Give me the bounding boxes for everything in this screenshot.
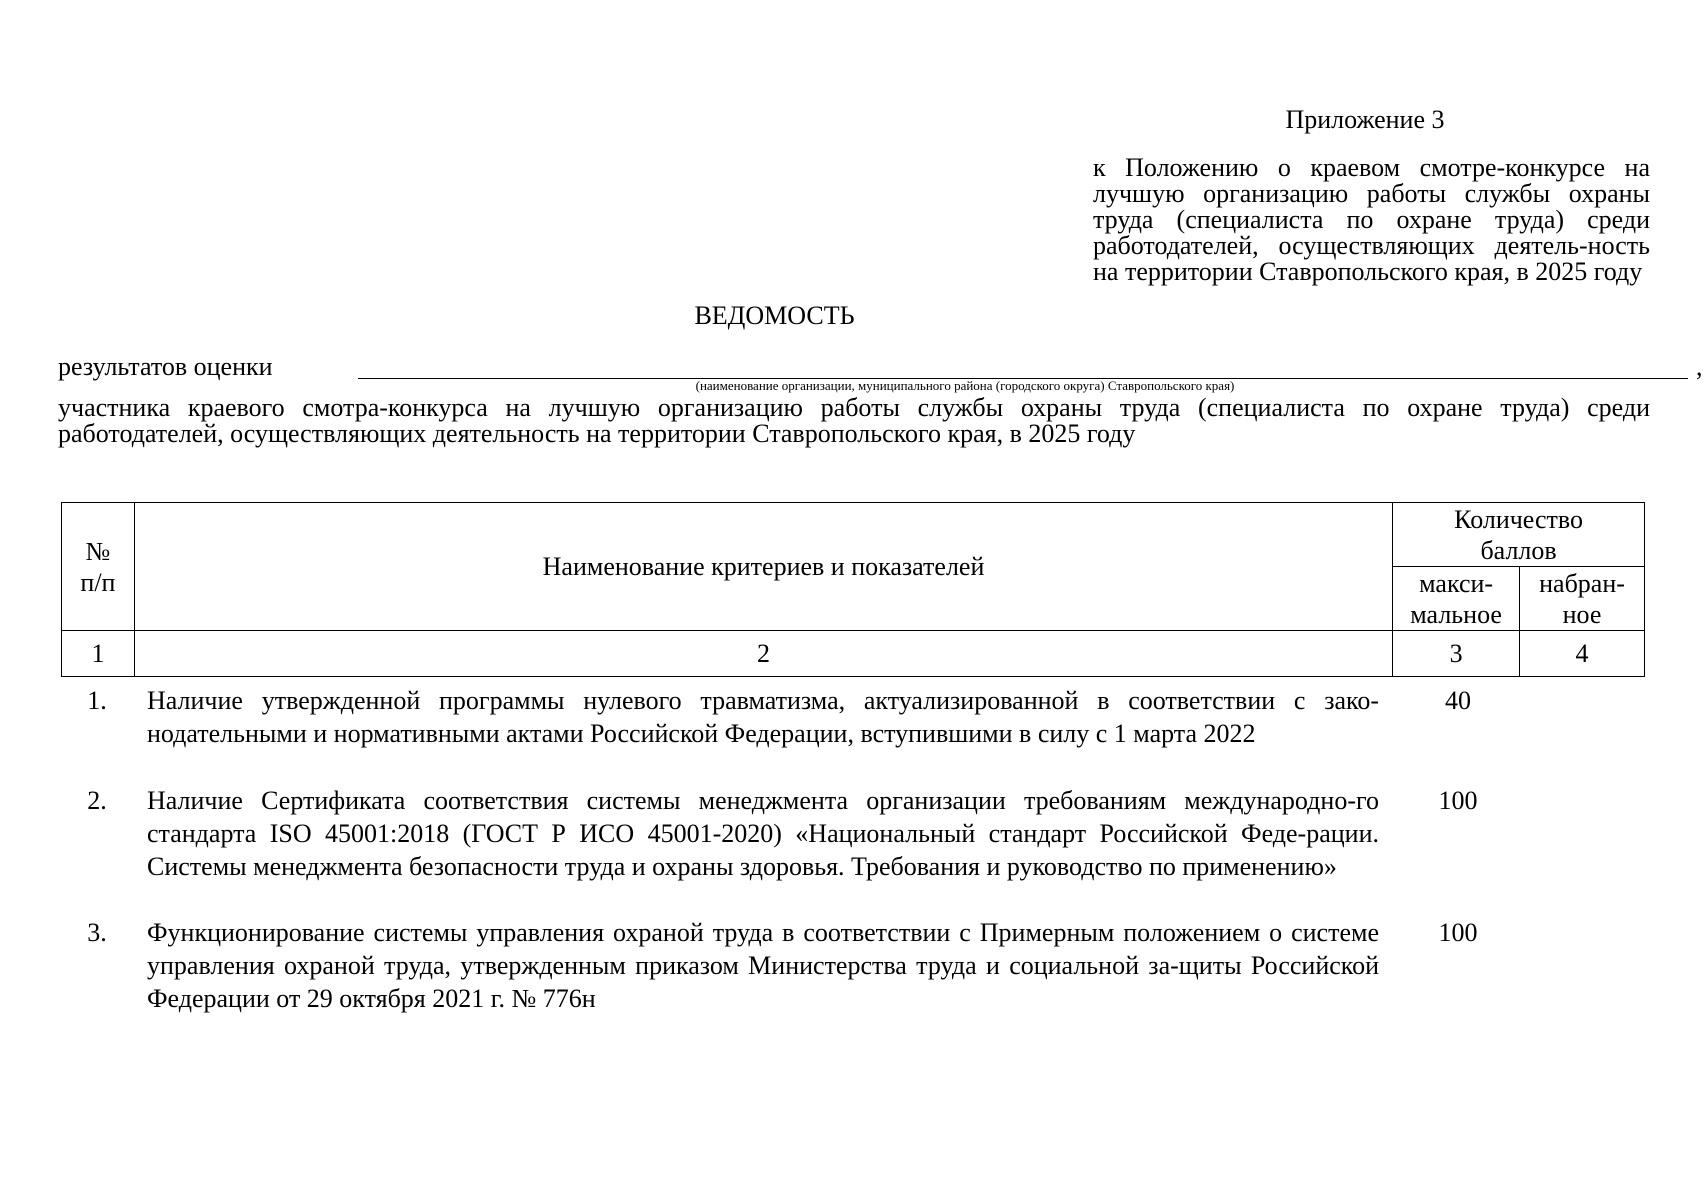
column-number-4: 4	[1520, 631, 1645, 677]
criteria-row	[61, 916, 1645, 1015]
row-number: 3.	[87, 918, 107, 947]
header-scored	[1520, 567, 1645, 631]
row-text: Наличие Сертификата соответствия системы менеджмента организации требованиям международно-го стандарта ISO 45001:2018 (ГОСТ Р ИСО 45001-2020) «Национальный стандарт Российской Феде-рации. Системы менеджмента безопасности труда и охраны здоровья. Требования и руководство по применению»	[147, 786, 1379, 881]
document-title: ВЕДОМОСТЬ	[694, 301, 855, 330]
row-text: Наличие утвержденной программы нулевого травматизма, актуализированной в соответствии с зако-нодательными и нормативными актами Российской Федерации, вступившими в силу с 1 марта 2022	[147, 686, 1379, 748]
row-scored-points[interactable]	[1521, 916, 1645, 1015]
header-max	[1393, 567, 1520, 631]
results-comma: ,	[1696, 352, 1703, 381]
criteria-row	[61, 684, 1645, 750]
row-max-points: 100	[1438, 786, 1478, 815]
participant-text: участника краевого смотра-конкурса на лучшую организацию работы службы охраны труда (специалиста по охране труда) среди работодателей, осуществляющих деятельность на территории Ставропольского края, в 2025 году	[58, 393, 1650, 448]
column-number-3: 3	[1393, 631, 1520, 677]
header-scored-text: набран-ное	[1539, 568, 1625, 629]
criteria-row	[61, 784, 1645, 883]
column-number-1: 1	[62, 631, 135, 677]
column-number-2: 2	[134, 631, 1392, 677]
header-criteria: Наименование критериев и показателей	[134, 503, 1392, 631]
document-title-wrap	[0, 301, 1697, 331]
row-max-points: 40	[1445, 686, 1471, 715]
header-points	[1393, 503, 1645, 567]
row-scored-points[interactable]	[1521, 784, 1645, 883]
criteria-header-table	[61, 502, 1645, 677]
header-number-text: № п/п	[80, 536, 116, 597]
header-number	[62, 503, 135, 631]
appendix-reference: к Положению о краевом смотре-конкурсе на лучшую организацию работы службы охраны труда (специалиста по охране труда) среди работодателей, осуществляющих деятель-ность на территории Ставропольского края, в 2025 году	[1093, 153, 1650, 286]
row-number: 1.	[87, 686, 107, 715]
row-number: 2.	[87, 786, 107, 815]
row-scored-points[interactable]	[1521, 684, 1645, 750]
row-text: Функционирование системы управления охраной труда в соответствии с Примерным положением о системе управления охраной труда, утвержденным приказом Министерства труда и социальной за-щиты Российской Федерации от 29 октября 2021 г. № 776н	[147, 918, 1379, 1013]
results-label: результатов оценки	[58, 352, 273, 381]
header-max-text: макси-мальное	[1410, 568, 1502, 629]
row-max-points: 100	[1438, 918, 1478, 947]
criteria-rows	[61, 684, 1645, 1015]
appendix-title: Приложение 3	[1285, 105, 1445, 134]
header-points-text: Количество баллов	[1454, 504, 1583, 565]
organization-hint: (наименование организации, муниципального района (городского округа) Ставропольского края)	[695, 378, 1235, 393]
